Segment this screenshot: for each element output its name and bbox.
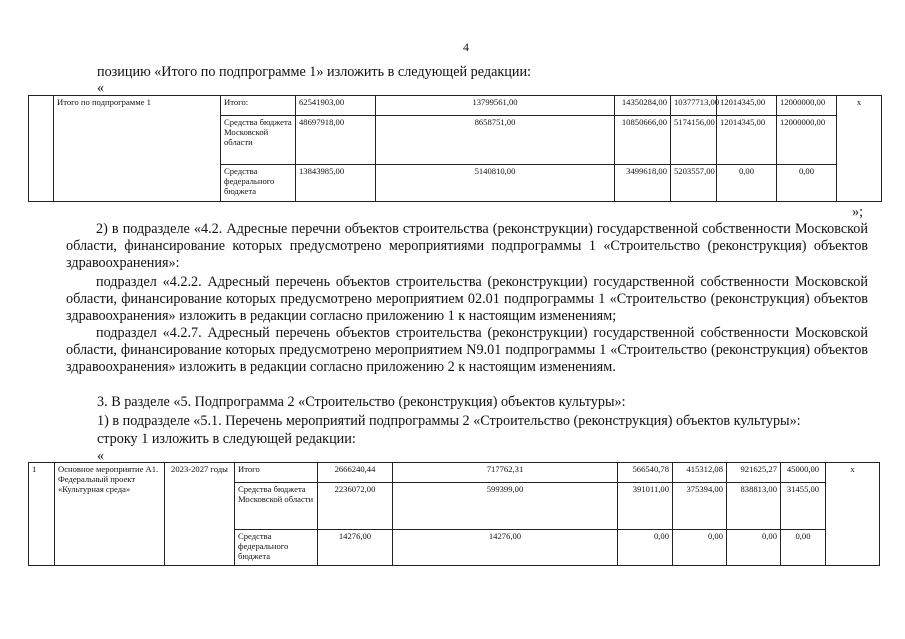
value-cell: 10850666,00 xyxy=(615,116,671,165)
source-label: Итого xyxy=(235,463,318,483)
quote-close-1: »; xyxy=(852,204,864,220)
value-cell: 45000,00 xyxy=(781,463,826,483)
value-cell: 0,00 xyxy=(777,165,837,202)
value-cell: 599399,00 xyxy=(393,483,618,530)
value-cell: 14276,00 xyxy=(393,530,618,566)
row-name: Основное мероприятие А1. Федеральный проект «Культурная среда» xyxy=(55,463,165,566)
value-cell: 5203557,00 xyxy=(671,165,717,202)
section-5-heading: 3. В разделе «5. Подпрограмма 2 «Строительство (реконструкция) объектов культуры»: xyxy=(97,394,626,410)
source-label: Средства бюджета Московской области xyxy=(221,116,296,165)
row-1-instruction: строку 1 изложить в следующей редакции: xyxy=(97,431,356,447)
value-cell: 3499618,00 xyxy=(615,165,671,202)
value-cell: 375394,00 xyxy=(673,483,727,530)
value-cell: 717762,31 xyxy=(393,463,618,483)
paragraph-subsection-4-2-2: подраздел «4.2.2. Адресный перечень объектов строительства (реконструкции) государственной собственности Московской области, финансирование которых предусмотрено мероприятием 02.01 подпрограммы 1 «Строительство (реконструкция) объектов здравоохранения» изложить в редакции согласно приложению 1 к настоящим изменениям; xyxy=(66,274,868,324)
value-cell: 13843985,00 xyxy=(296,165,376,202)
value-cell: 5174156,00 xyxy=(671,116,717,165)
value-cell: 2666240,44 xyxy=(318,463,393,483)
value-cell: 12000000,00 xyxy=(777,96,837,116)
value-cell: 8658751,00 xyxy=(376,116,615,165)
culture-program-row-table xyxy=(28,462,880,566)
value-cell: 566540,78 xyxy=(618,463,673,483)
value-cell: 13799561,00 xyxy=(376,96,615,116)
source-label: Средства бюджета Московской области xyxy=(235,483,318,530)
quote-open-2: « xyxy=(97,448,105,464)
value-cell: 921625,27 xyxy=(727,463,781,483)
row-name: Итого по подпрограмме 1 xyxy=(54,96,221,202)
value-cell: 10377713,00 xyxy=(671,96,717,116)
mark-cell: x xyxy=(826,463,880,566)
intro-line-1: позицию «Итого по подпрограмме 1» изложить в следующей редакции: xyxy=(97,64,531,80)
source-label: Средства федерального бюджета xyxy=(221,165,296,202)
row-number: 1 xyxy=(29,463,55,566)
value-cell: 12000000,00 xyxy=(777,116,837,165)
empty-cell xyxy=(29,96,54,202)
value-cell: 0,00 xyxy=(673,530,727,566)
value-cell: 415312,08 xyxy=(673,463,727,483)
value-cell: 2236072,00 xyxy=(318,483,393,530)
paragraph-subsection-4-2-7: подраздел «4.2.7. Адресный перечень объектов строительства (реконструкции) государственной собственности Московской области, финансирование которых предусмотрено мероприятием N9.01 подпрограммы 1 «Строительство (реконструкция) объектов здравоохранения» изложить в редакции согласно приложению 2 к настоящим изменениям. xyxy=(66,325,868,375)
table-row xyxy=(29,463,880,483)
source-label: Средства федерального бюджета xyxy=(235,530,318,566)
value-cell: 0,00 xyxy=(717,165,777,202)
value-cell: 12014345,00 xyxy=(717,116,777,165)
value-cell: 12014345,00 xyxy=(717,96,777,116)
value-cell: 0,00 xyxy=(727,530,781,566)
value-cell: 391011,00 xyxy=(618,483,673,530)
value-cell: 14350284,00 xyxy=(615,96,671,116)
value-cell: 48697918,00 xyxy=(296,116,376,165)
value-cell: 62541903,00 xyxy=(296,96,376,116)
value-cell: 31455,00 xyxy=(781,483,826,530)
subsection-5-1-line: 1) в подразделе «5.1. Перечень мероприятий подпрограммы 2 «Строительство (реконструкция) объектов культуры»: xyxy=(97,413,801,429)
value-cell: 5140810,00 xyxy=(376,165,615,202)
paragraph-2-subsection-4-2: 2) в подразделе «4.2. Адресные перечни объектов строительства (реконструкции) государственной собственности Московской области, финансирование которых предусмотрено мероприятиями подпрограммы 1 «Строительство (реконструкция) объектов здравоохранения»: xyxy=(66,221,868,271)
quote-open-1: « xyxy=(97,80,105,96)
subprogram-1-total-table xyxy=(28,95,882,202)
table-row xyxy=(29,96,882,116)
row-years: 2023-2027 годы xyxy=(165,463,235,566)
value-cell: 14276,00 xyxy=(318,530,393,566)
value-cell: 0,00 xyxy=(781,530,826,566)
value-cell: 838813,00 xyxy=(727,483,781,530)
source-label: Итого: xyxy=(221,96,296,116)
value-cell: 0,00 xyxy=(618,530,673,566)
page-number: 4 xyxy=(463,40,469,54)
mark-cell: x xyxy=(837,96,882,202)
